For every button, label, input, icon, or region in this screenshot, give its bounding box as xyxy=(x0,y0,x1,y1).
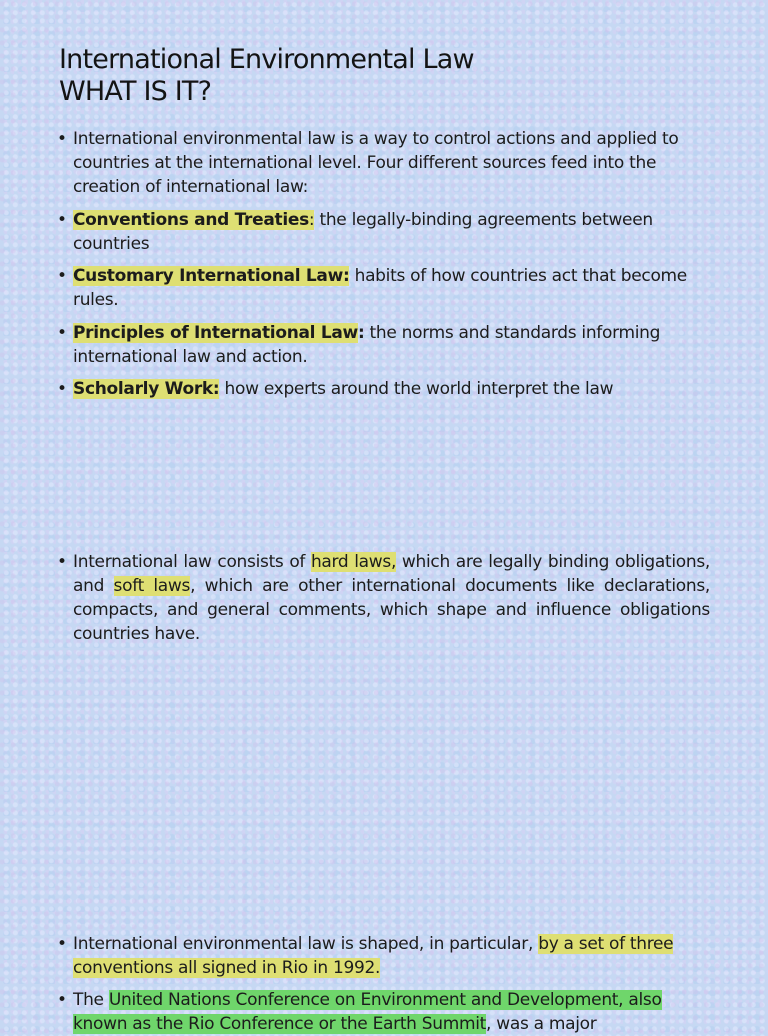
title-line-2: WHAT IS IT? xyxy=(59,76,212,107)
intro-text: International environmental law is a way to control actions and applied to countries at the international level. Four different sources feed into the creation of international law: xyxy=(73,129,679,197)
definition-customary-law: habits of how countries act that become rules. xyxy=(73,266,687,310)
highlight-rio-conventions: by a set of three conventions all signed in Rio in 1992. xyxy=(73,934,674,978)
term-separator: : xyxy=(308,210,315,230)
bullet-hard-soft-laws xyxy=(57,550,710,646)
bullet-customary-law xyxy=(57,264,710,312)
highlight-hard-laws: hard laws, xyxy=(310,552,397,572)
definition-conventions-treaties: the legally-binding agreements between countries xyxy=(73,210,653,254)
term-principles: Principles of International Law xyxy=(73,323,358,343)
title-line-1: International Environmental Law xyxy=(59,44,474,75)
hard-soft-text-1: International law consists of xyxy=(73,552,311,572)
term-customary-law: Customary International Law: xyxy=(73,266,350,286)
earth-summit-prefix: The xyxy=(73,990,109,1010)
hard-soft-text-3: , which are other international documents like declarations, compacts, and general comments, which shape and influence obligations countries have. xyxy=(73,576,710,644)
highlight-unced: United Nations Conference on Environment and Development, also known as the Rio Conference or the Earth Summit xyxy=(73,990,662,1034)
term-separator: : xyxy=(357,323,365,343)
rio-text: International environmental law is shaped, in particular, xyxy=(73,934,539,954)
term-conventions-treaties: Conventions and Treaties xyxy=(73,210,309,230)
hard-soft-text-2: which are legally binding obligations, and xyxy=(73,552,710,596)
bullet-rio-conventions xyxy=(57,932,710,980)
definition-scholarly-work: how experts around the world interpret the law xyxy=(219,379,614,399)
term-scholarly-work: Scholarly Work: xyxy=(73,379,220,399)
bullet-earth-summit xyxy=(57,988,710,1036)
highlight-soft-laws: soft laws xyxy=(113,576,191,596)
bullet-intro xyxy=(57,127,710,199)
page-title xyxy=(59,44,474,108)
definition-principles: the norms and standards informing international law and action. xyxy=(73,323,661,367)
bullet-conventions-treaties xyxy=(57,208,710,256)
bullet-principles xyxy=(57,321,710,369)
earth-summit-suffix: , was a major xyxy=(486,1014,597,1034)
bullet-scholarly-work xyxy=(57,377,710,401)
